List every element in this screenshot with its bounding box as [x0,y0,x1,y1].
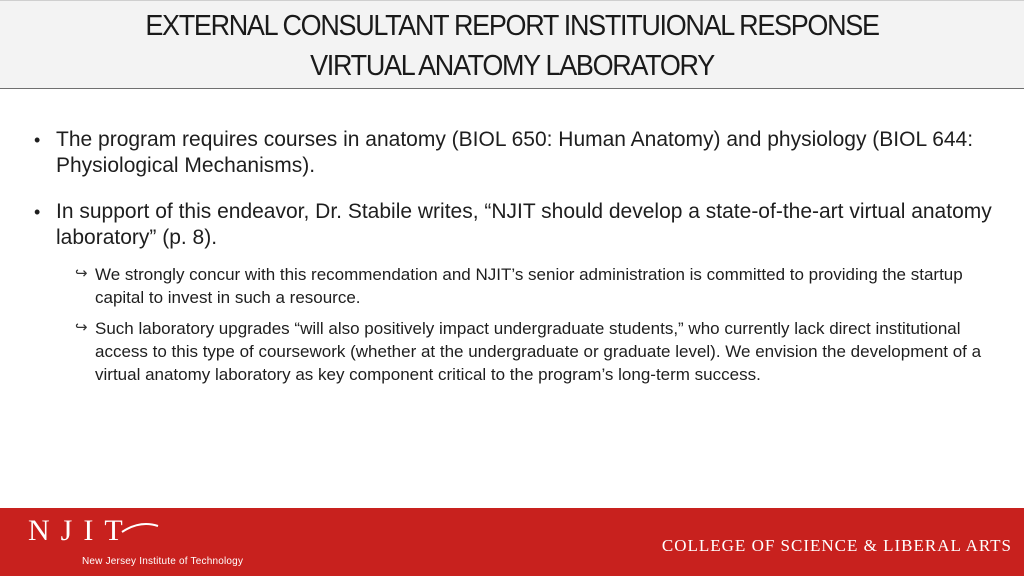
slide-title-line-1: EXTERNAL CONSULTANT REPORT INSTITUIONAL RESPONSE [145,10,879,42]
njit-logo [28,516,243,567]
bullet-text: The program requires courses in anatomy (BIOL 650: Human Anatomy) and physiology (BIOL 644: Physiological Mechanisms). [56,128,974,177]
sub-bullet-item [75,263,1004,309]
slide-title-bar [0,0,1024,89]
slide-title-line-2: VIRTUAL ANATOMY LABORATORY [310,50,714,82]
curved-arrow-icon: ↪ [75,264,88,282]
logo-subtitle: New Jersey Institute of Technology [82,556,244,567]
footer-bar [0,508,1024,576]
curved-arrow-icon: ↪ [75,318,88,336]
sub-bullet-text: Such laboratory upgrades “will also positively impact undergraduate students,” who currently lack direct institutional access to this type of coursework (whether at the undergraduate or graduate level). We envision the development of a virtual anatomy laboratory as key component critical to the program’s long-term success. [95,319,982,384]
sub-bullet-item [75,317,1004,386]
logo-letters: NJIT [28,514,134,547]
bullet-dot-icon: • [34,130,41,150]
college-name: COLLEGE OF SCIENCE & LIBERAL ARTS [661,536,1012,555]
slide-body [34,127,1004,402]
bullet-item [34,127,1004,179]
bullet-dot-icon: • [34,202,41,222]
bullet-text: In support of this endeavor, Dr. Stabile writes, “NJIT should develop a state-of-the-art virtual anatomy laboratory” (p. 8). [56,200,992,249]
bullet-item [34,199,1004,251]
sub-bullet-text: We strongly concur with this recommendation and NJIT’s senior administration is committed to providing the startup capital to invest in such a resource. [95,265,963,307]
logo-swoosh-icon [120,522,160,534]
